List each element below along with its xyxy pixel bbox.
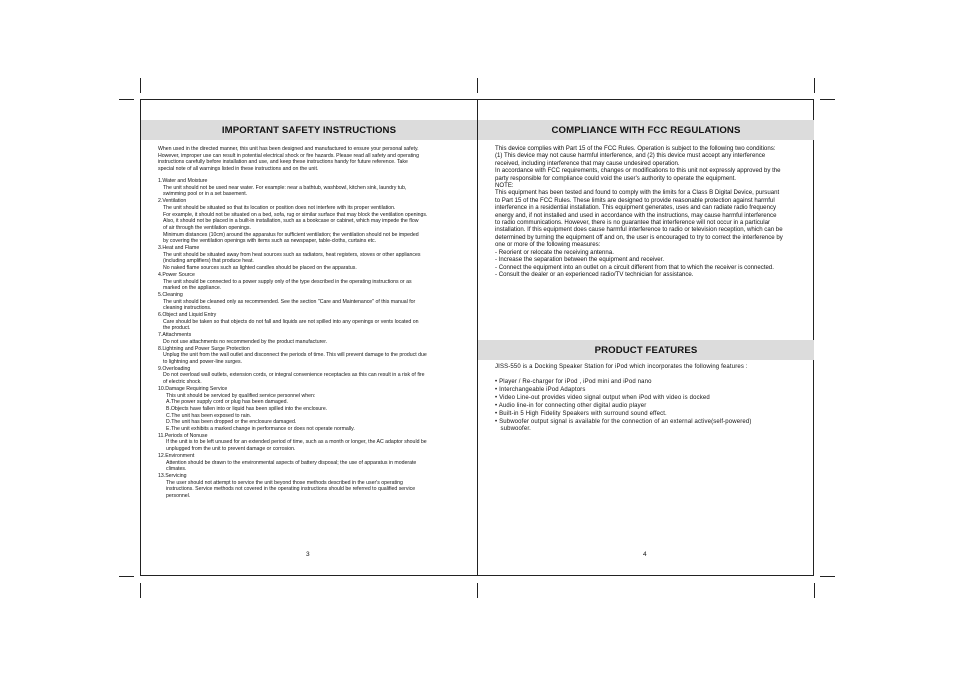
fcc-line: - Increase the separation between the equipment and receiver. [495,256,665,264]
safety-line: marked on the appliance. [163,285,222,292]
features-list [495,379,752,434]
intro-line: When used in the directed manner, this unit has been designed and manufactured to ensure your personal safety. [158,146,419,152]
feature-item: • Built-in 5 High Fidelity Speakers with surround sound effect. [495,410,667,417]
safety-line: by covering the ventilation openings with items such as newspaper, table-cloths, curtains etc. [163,238,377,245]
crop-mark [814,78,815,93]
fcc-line: received, including interference that may cause undesired operation. [495,159,680,167]
safety-line: The user should not attempt to service the unit beyond those methods described in the user's operating [166,479,403,486]
safety-line: 3.Heat and Flame [158,245,200,252]
safety-line: C.The unit has been exposed to rain. [166,412,252,419]
fcc-line: party responsible for compliance could void the user's authority to operate the equipment. [495,174,736,182]
fcc-line: interference in a residential installation. This equipment generates, uses and can radiate radio frequency [495,204,777,212]
safety-line: of electric shock. [163,379,202,386]
fcc-line: - Consult the dealer or an experienced radio/TV technician for assistance. [495,270,694,278]
feature-item: • Video Line-out provides video signal output when iPod with video is docked [495,394,710,401]
safety-line: Also, it should not be placed in a built-in installation, such as a bookcase or cabinet, which may impede the flow [163,218,419,225]
safety-line: 2.Ventilation [158,198,187,205]
page-number-right: 4 [643,551,647,558]
safety-line: 4.Power Source [158,271,195,278]
safety-title: IMPORTANT SAFETY INSTRUCTIONS [141,120,477,140]
crop-mark [820,99,835,100]
crop-mark [477,78,478,93]
fcc-line: This equipment has been tested and found to comply with the limits for a Class B Digital Device, pursuant [495,189,780,197]
safety-line: For example, it should not be situated on a bed, sofa, rug or similar surface that may block the ventilation openings. [163,211,428,218]
safety-line: to lightning and power-line surges. [163,358,243,365]
safety-line: The unit should be situated away from heat sources such as radiators, heat registers, stoves or other appliances [163,251,421,258]
safety-line: climates. [166,466,187,473]
safety-line: D.The unit has been dropped or the enclosure damaged. [166,419,297,426]
fcc-line: one or more of the following measures: [495,241,601,249]
safety-line: swimming pool or in a set basement. [163,191,248,198]
fcc-line: (1) This device may not cause harmful interference, and (2) this device must accept any interference [495,152,766,160]
fcc-line: to Part 15 of the FCC Rules. These limits are designed to provide reasonable protection against harmful [495,196,775,204]
safety-line: Attention should be drawn to the environmental aspects of battery disposal; the use of apparatus in moderate [166,459,417,466]
safety-line: The unit should not be used near water. For example: near a bathtub, washbowl, kitchen sink, laundry tub, [163,184,407,191]
fcc-line: energy and, if not installed and used in accordance with the instructions, may cause harmful interference [495,211,777,219]
safety-line: This unit should be serviced by qualified service personnel when: [166,392,316,399]
feature-item: • Interchangeable iPod Adaptors [495,386,586,393]
fcc-body [495,145,783,278]
feature-item: subwoofer. [495,426,531,433]
safety-line: 1.Water and Moisture [158,178,208,184]
intro-line: instructions carefully before installation and use, and keep these instructions handy for future reference. Take [158,159,408,166]
safety-line: No naked flame sources such as lighted candles should be placed on the apparatus. [163,265,357,272]
safety-line: E.The unit exhibits a marked change in performance or does not operate normally. [166,426,355,433]
fcc-line: - Connect the equipment into an outlet on a circuit different from that to which the receiver is connected. [495,263,775,271]
safety-items [158,178,427,500]
fcc-line: NOTE: [495,182,514,190]
page-divider [477,99,478,576]
safety-line: Do not use attachments no recommended by the product manufacturer. [163,338,328,345]
fcc-line: - Reorient or relocate the receiving antenna. [495,248,614,256]
safety-line: The unit should be connected to a power supply only of the type described in the operating instructions or as [163,278,412,285]
safety-line: Unplug the unit from the wall outlet and disconnect the periods of time. This will prevent damage to the product due [163,352,427,359]
intro-line: special note of all warnings listed in these instructions and on the unit. [158,166,319,173]
features-intro: JISS-550 is a Docking Speaker Station for iPod which incorporates the following features : [495,364,748,370]
safety-line: 13.Servicing [158,472,187,479]
safety-line: Do not overload wall outlets, extension cords, or integral convenience receptacles as this can result in a risk of fire [163,372,425,379]
crop-mark [140,583,141,598]
safety-line: 7.Attachments [158,332,192,339]
safety-line: personnel. [166,493,191,500]
features-title: PRODUCT FEATURES [478,340,814,360]
safety-line: 6.Object and Liquid Entry [158,312,217,319]
safety-intro [158,146,419,173]
safety-line: 5.Cleaning [158,291,183,298]
fcc-line: to radio communications. However, there is no guarantee that interference will not occur in a particular [495,219,771,227]
safety-line: of air through the ventilation openings. [163,224,251,231]
safety-line: the product. [163,325,191,332]
crop-mark [140,78,141,93]
safety-line: If the unit is to be left unused for an extended period of time, such as a month or longer, the AC adaptor should be [166,439,427,446]
feature-item: • Subwoofer output signal is available for the connection of an external active(self-powered) [495,418,752,425]
safety-line: 8.Lightning and Power Surge Protection [158,345,250,352]
crop-mark [119,99,134,100]
intro-line: However, improper use can result in potential electrical shock or fire hazards. Please read all safety and operating [158,152,419,159]
fcc-line: installation. If this equipment does cause harmful interference to radio or television reception, which can be [495,226,783,234]
safety-line: (including amplifiers) that produce heat. [163,258,254,265]
crop-mark [477,583,478,598]
safety-line: 10.Damage Requiring Service [158,385,228,392]
safety-line: The unit should be situated so that its location or position does not interfere with its proper ventilation. [163,204,396,211]
feature-item: • Audio line-in for connecting other digital audio player [495,402,647,409]
safety-line: 11.Periods of Nonuse [158,432,208,439]
page-number-left: 3 [306,551,310,558]
safety-line: cleaning instructions. [163,305,212,312]
safety-line: Minimum distances (10cm) around the apparatus for sufficient ventilation; the ventilation should not be impeded [163,231,419,238]
crop-mark [820,576,835,577]
safety-line: instructions. Service methods not covered in the operating instructions should be referred to qualified service [166,486,416,493]
safety-line: B.Objects have fallen into or liquid has been spilled into the enclosure. [166,405,328,412]
safety-line: A.The power supply cord or plug has been damaged. [166,399,288,406]
safety-line: The unit should be cleaned only as recommended. See the section "Care and Maintenance" of this manual for [163,298,416,305]
safety-line: unplugged from the unit to prevent damage or corrosion. [166,446,296,453]
fcc-line: This device complies with Part 15 of the FCC Rules. Operation is subject to the following two conditions: [495,145,776,152]
fcc-line: In accordance with FCC requirements, changes or modifications to this unit not expressly approved by the [495,167,781,175]
fcc-title: COMPLIANCE WITH FCC REGULATIONS [478,120,814,140]
feature-item: • Player / Re-charger for iPod , iPod mini and iPod nano [495,379,652,385]
safety-line: 12.Environment [158,452,195,459]
fcc-line: determined by turning the equipment off and on, the user is encouraged to try to correct the interference by [495,233,783,241]
crop-mark [814,583,815,598]
safety-line: 9.Overloading [158,365,191,372]
crop-mark [119,576,134,577]
safety-line: Care should be taken so that objects do not fall and liquids are not spilled into any openings or vents located on [163,318,419,325]
